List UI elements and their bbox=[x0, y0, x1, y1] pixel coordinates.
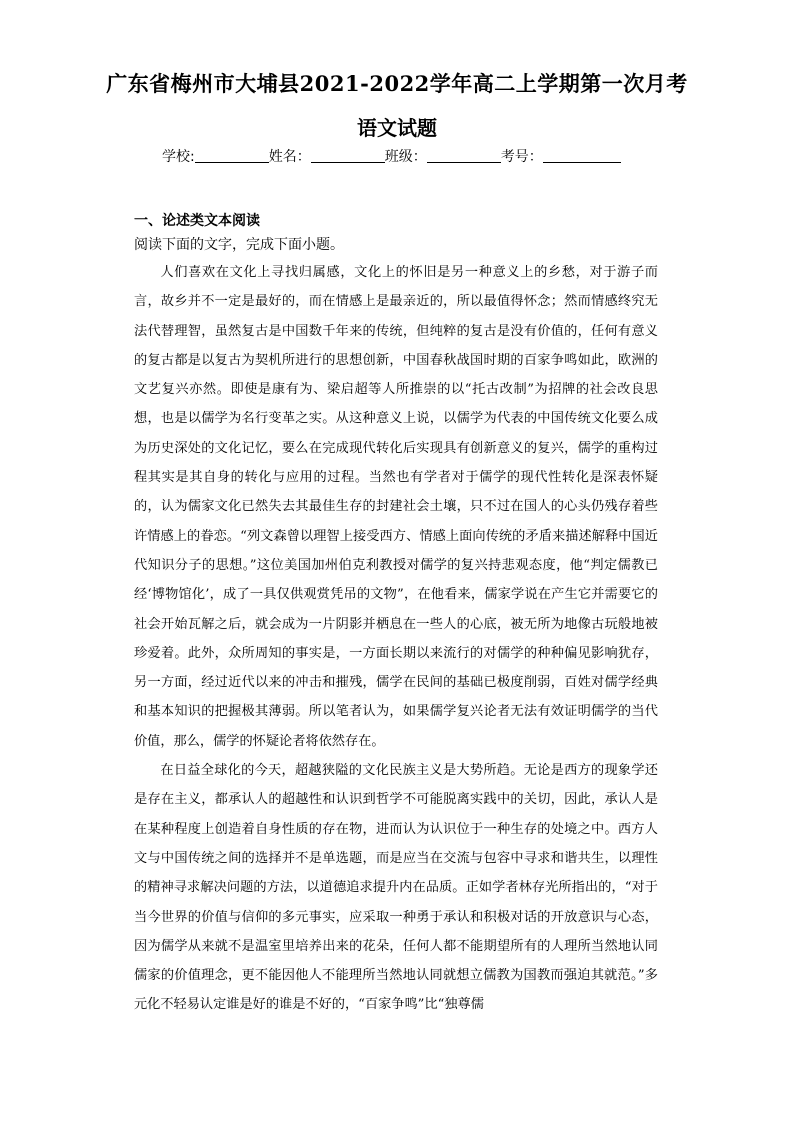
section-heading: 一、论述类文本阅读 bbox=[134, 213, 260, 229]
name-label: 姓名： bbox=[268, 149, 311, 165]
reading-instruction: 阅读下面的文字，完成下面小题。 bbox=[134, 237, 344, 253]
document-title: 广东省梅州市大埔县2021-2022学年高二上学期第一次月考 bbox=[106, 71, 688, 96]
name-blank bbox=[311, 148, 385, 163]
passage-paragraph-2: 在日益全球化的今天，超越狭隘的文化民族主义是大势所趋。无论是西方的现象学还是存在主义，都承认人的超越性和认识到哲学不可能脱离实践中的关切，因此，承认人是在某种程度上创造着自身性质的存在物，进而认为认识位于一种生存的处境之中。西方人文与中国传统之间的选择并不是单选题，而是应当在交流与包容中寻求和谐共生，以理性的精神寻求解决问题的方法，以道德追求提升内在品质。正如学者林存光所指出的，“对于当今世界的价值与信仰的多元事实，应采取一种勇于承认和积极对话的开放意识与心态，因为儒学从来就不是温室里培养出来的花朵，任何人都不能期望所有的人理所当然地认同儒家的价值理念，更不能因他人不能理所当然地认同就想立儒教为国教而强迫其就范。”多元化不轻易认定谁是好的谁是不好的，“百家争鸣”比“独尊儒 bbox=[134, 763, 658, 1013]
passage-paragraph-1: 人们喜欢在文化上寻找归属感，文化上的怀旧是另一种意义上的乡愁，对于游子而言，故乡并不一定是最好的，而在情感上是最亲近的，所以最值得怀念；然而情感终究无法代替理智，虽然复古是中国数千年来的传统，但纯粹的复古是没有价值的，任何有意义的复古都是以复古为契机所进行的思想创新，中国春秋战国时期的百家争鸣如此，欧洲的文艺复兴亦然。即使是康有为、梁启超等人所推崇的以“托古改制”为招牌的社会改良思想，也是以儒学为名行变革之实。从这种意义上说，以儒学为代表的中国传统文化要么成为历史深处的文化记忆，要么在完成现代转化后实现具有创新意义的复兴，儒学的重构过程其实是其自身的转化与应用的过程。当然也有学者对于儒学的现代性转化是深表怀疑的，认为儒家文化已然失去其最佳生存的封建社会土壤，只不过在国人的心头仍残存着些许情感上的眷恋。“列文森曾以理智上接受西方、情感上面向传统的矛盾来描述解释中国近代知识分子的思想。”这位美国加州伯克利教授对儒学的复兴持悲观态度，他“判定儒教已经‘博物馆化’，成了一具仅供观赏凭吊的文物”，在他看来，儒家学说在产生它并需要它的社会开始瓦解之后，就会成为一片阴影并栖息在一些人的心底，被无所为地像古玩般地被珍爱着。此外，众所周知的事实是，一方面长期以来流行的对儒学的种种偏见影响犹存，另一方面，经过近代以来的冲击和摧残，儒学在民间的基础已极度削弱，百姓对儒学经典和基本知识的把握极其薄弱。所以笔者认为，如果儒学复兴论者无法有效证明儒学的当代价值，那么，儒学的怀疑论者将依然存在。 bbox=[134, 265, 658, 749]
school-blank bbox=[195, 148, 269, 163]
school-label: 学校: bbox=[162, 149, 195, 165]
reading-passage bbox=[134, 258, 658, 1020]
class-label: 班级： bbox=[384, 149, 427, 165]
exam-no-blank bbox=[543, 148, 621, 163]
student-info-line bbox=[162, 146, 621, 166]
document-subtitle: 语文试题 bbox=[357, 116, 437, 140]
class-blank bbox=[427, 148, 501, 163]
exam-no-label: 考号： bbox=[500, 149, 543, 165]
